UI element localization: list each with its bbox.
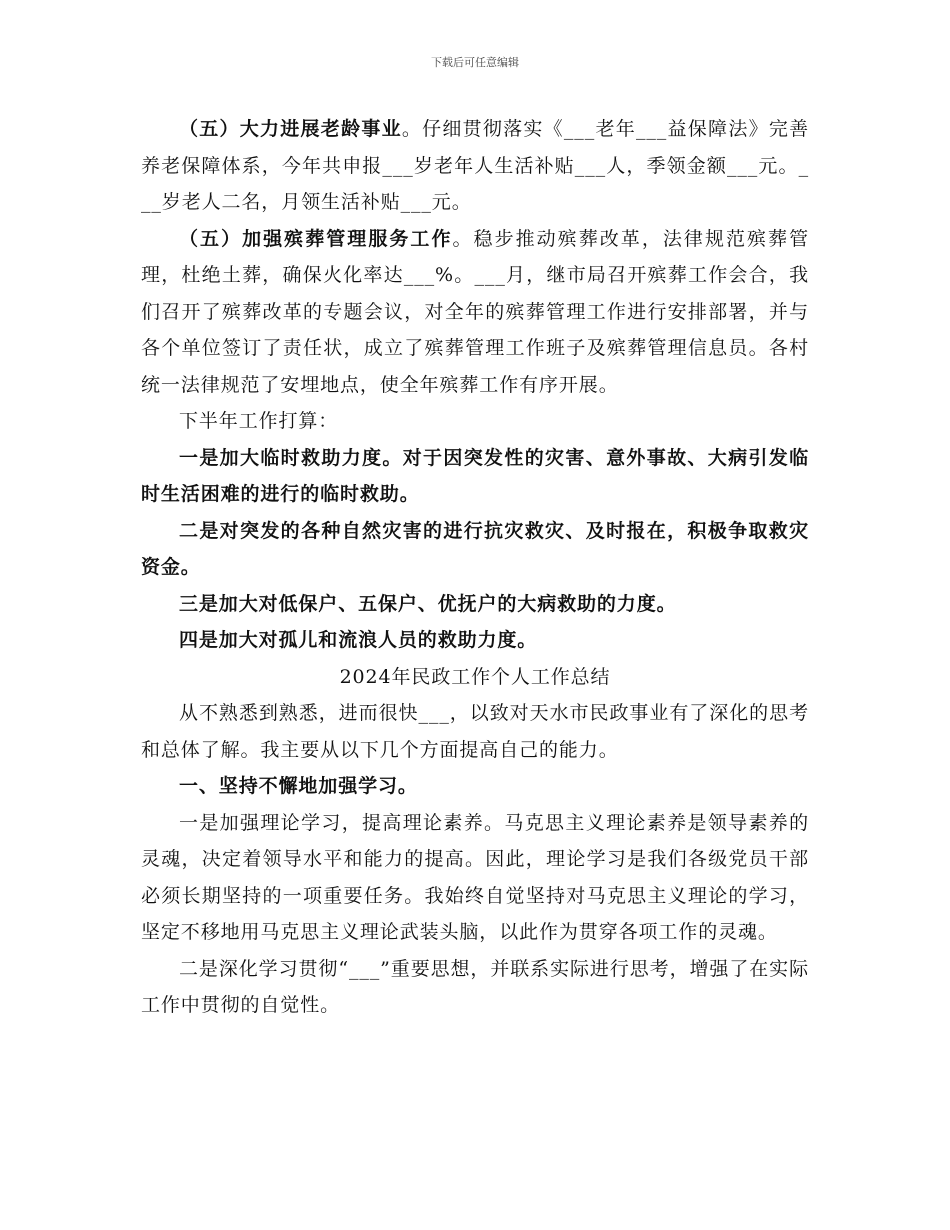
paragraph-plan-intro (141, 403, 809, 440)
paragraph-intro (141, 695, 809, 768)
paragraph-theory (141, 805, 809, 951)
plan-item-3 (141, 586, 809, 623)
paragraph-text: 。稳步推动殡葬改革，法律规范殡葬管理，杜绝土葬，确保火化率达___%。___月，继市局召开殡葬工作会合，我们召开了殡葬改革的专题会议，对全年的殡葬管理工作进行安排部署，并与各个单位签订了责任状，成立了殡葬管理工作班子及殡葬管理信息员。各村统一法律规范了安埋地点，使全年殡葬工作有序开展。 (141, 227, 809, 396)
paragraph-elderly (141, 111, 809, 221)
subsection-heading (141, 768, 809, 805)
section-title: 2024年民政工作个人工作总结 (339, 665, 611, 688)
subsection-heading-text: 一、坚持不懈地加强学习。 (179, 775, 418, 797)
plan-item-2 (141, 513, 809, 586)
document-body (141, 111, 809, 1024)
plan-item-text: 三是加大对低保户、五保户、优抚户的大病救助的力度。 (179, 592, 677, 615)
paragraph-text: 下半年工作打算： (179, 410, 339, 432)
plan-item-text: 四是加大对孤儿和流浪人员的救助力度。 (179, 629, 538, 651)
plan-item-text: 二是对突发的各种自然灾害的进行抗灾救灾、及时报在，积极争取救灾资金。 (141, 519, 809, 578)
paragraph-heading: （五）加强殡葬管理服务工作 (179, 227, 453, 250)
plan-item-4 (141, 622, 809, 659)
paragraph-text: 。仔细贯彻落实《___老年___益保障法》完善养老保障体系，今年共申报___岁老年人生活补贴___人，季领金额___元。___岁老人二名，月领生活补贴___元。 (141, 118, 809, 213)
plan-item-text: 一是加大临时救助力度。对于因突发性的灾害、意外事故、大病引发临时生活困难的进行的临时救助。 (141, 446, 809, 505)
paragraph-text: 一是加强理论学习，提高理论素养。马克思主义理论素养是领导素养的灵魂，决定着领导水平和能力的提高。因此，理论学习是我们各级党员干部必须长期坚持的一项重要任务。我始终自觉坚持对马克思主义理论的学习，坚定不移地用马克思主义理论武装头脑，以此作为贯穿各项工作的灵魂。 (141, 811, 809, 943)
paragraph-text: 二是深化学习贯彻“___”重要思想，并联系实际进行思考，增强了在实际工作中贯彻的自觉性。 (141, 957, 809, 1016)
page-header: 下载后可任意编辑 (431, 56, 519, 69)
paragraph-thought (141, 951, 809, 1024)
paragraph-text: 从不熟悉到熟悉，进而很快___，以致对天水市民政事业有了深化的思考和总体了解。我主要从以下几个方面提高自己的能力。 (141, 702, 809, 761)
plan-item-1 (141, 440, 809, 513)
paragraph-funeral (141, 221, 809, 404)
paragraph-heading: （五）大力进展老龄事业 (179, 118, 402, 140)
